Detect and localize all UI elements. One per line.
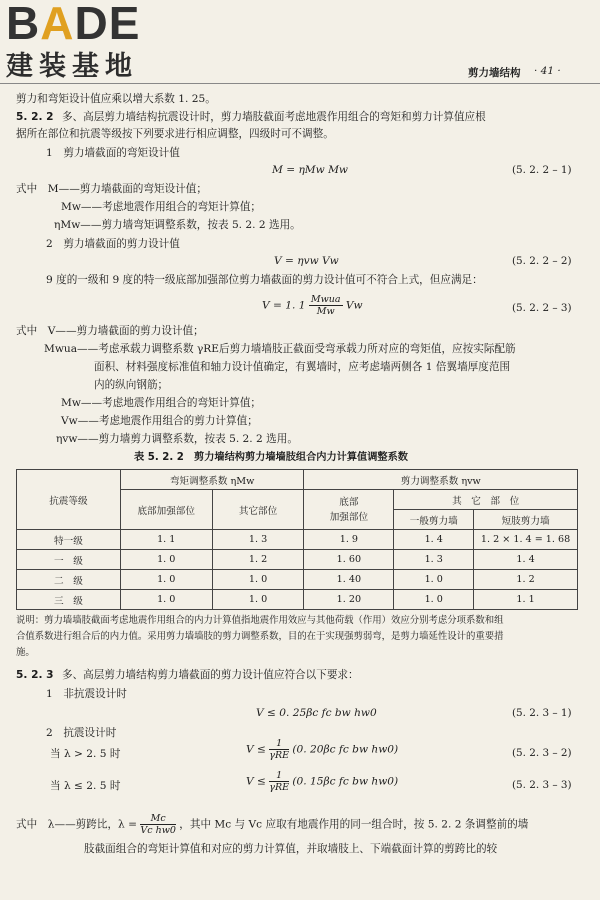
table-cell: 1. 2 × 1. 4 = 1. 68 xyxy=(474,530,578,550)
header-general-wall: 一般剪力墙 xyxy=(394,510,474,530)
table-cell: 1. 4 xyxy=(474,550,578,570)
item-2-heading: 2 剪力墙截面的剪力设计值 xyxy=(46,238,180,250)
table-cell: 二 级 xyxy=(17,570,121,590)
table-note-line2: 合值系数进行组合后的内力值。采用剪力墙墙肢的剪力调整系数，目的在于实现强剪弱弯，是剪力墙延性设计的重要措 xyxy=(16,631,504,642)
header-moment-coefficient: 弯矩调整系数 ηMw xyxy=(120,470,304,490)
definition-lambda-line2: 肢截面组合的弯矩计算值和对应的剪力计算值，并取墙肢上、下端截面计算的剪跨比的较 xyxy=(84,843,498,855)
table-note-line1: 说明：剪力墙墙肢截面考虑地震作用组合的内力计算值指地震作用效应与其他荷载（作用）效应分别考虑分项系数和组 xyxy=(16,615,504,626)
table-cell: 1. 0 xyxy=(212,590,304,610)
item-1-heading: 1 剪力墙截面的弯矩设计值 xyxy=(46,147,180,159)
fraction xyxy=(269,738,289,761)
brand-logo-wordmark xyxy=(6,0,141,49)
definition-lambda xyxy=(16,813,528,836)
table-row xyxy=(17,590,578,610)
equation-prefix: V = 1. 1 xyxy=(262,299,306,312)
fraction-numerator: 1 xyxy=(269,770,289,782)
equation-5-2-2-3 xyxy=(262,294,363,317)
table-cell: 1. 1 xyxy=(474,590,578,610)
brand-logo-text: BADE xyxy=(6,0,141,49)
table-cell: 1. 3 xyxy=(212,530,304,550)
equation-number: (5. 2. 2 – 1) xyxy=(512,164,572,176)
section-number-5-2-2: 5. 2. 2 xyxy=(16,111,54,123)
table-cell: 特一级 xyxy=(17,530,121,550)
fraction-denominator: γRE xyxy=(269,782,290,793)
section-number-5-2-3: 5. 2. 3 xyxy=(16,669,54,681)
table-cell: 1. 1 xyxy=(120,530,212,550)
table-cell: 1. 2 xyxy=(474,570,578,590)
equation-suffix: (0. 15βc fc bw hw0) xyxy=(292,775,399,788)
fraction-denominator: γRE xyxy=(269,750,290,761)
table-caption: 表 5. 2. 2 剪力墙结构剪力墙墙肢组合内力计算值调整系数 xyxy=(134,452,408,463)
equation-number: (5. 2. 2 – 2) xyxy=(512,255,572,267)
definition-M: 式中 M——剪力墙截面的弯矩设计值； xyxy=(16,183,207,195)
condition-lambda-gt: 当 λ > 2. 5 时 xyxy=(50,748,121,760)
definition-Mwua-line3: 内的纵向钢筋； xyxy=(94,379,169,391)
header-bottom-strengthened: 底部加强部位 xyxy=(120,490,212,530)
definition-etavw: ηvw——剪力墙剪力调整系数，按表 5. 2. 2 选用。 xyxy=(56,433,298,445)
table-row xyxy=(17,570,578,590)
equation-number: (5. 2. 3 – 3) xyxy=(512,779,572,791)
equation-prefix: V ≤ xyxy=(246,743,266,756)
table-cell: 三 级 xyxy=(17,590,121,610)
table-cell: 1. 0 xyxy=(120,570,212,590)
equation-number: (5. 2. 3 – 1) xyxy=(512,707,572,719)
table-cell: 1. 0 xyxy=(394,590,474,610)
table-cell: 1. 0 xyxy=(394,570,474,590)
header-short-leg-wall: 短肢剪力墙 xyxy=(474,510,578,530)
definition-Vw: Vw——考虑地震作用组合的剪力计算值； xyxy=(61,415,258,427)
table-note-line3: 施。 xyxy=(16,647,35,658)
table-cell: 1. 2 xyxy=(212,550,304,570)
item-1-non-seismic: 1 非抗震设计时 xyxy=(46,688,127,700)
table-cell: 一 级 xyxy=(17,550,121,570)
equation-5-2-3-1: V ≤ 0. 25βc fc bw hw0 xyxy=(256,707,377,719)
fraction-denominator: Mw xyxy=(316,306,335,317)
table-cell: 1. 4 xyxy=(394,530,474,550)
fraction-numerator: Mc xyxy=(140,813,176,825)
table-cell: 1. 20 xyxy=(304,590,394,610)
section-5-2-2-line2: 据所在部位和抗震等级按下列要求进行相应调整，四级时可不调整。 xyxy=(16,128,334,140)
definition-lambda-suffix: ，其中 Mc 与 Vc 应取有地震作用的同一组合时，按 5. 2. 2 条调整前的墙 xyxy=(179,818,529,831)
equation-5-2-2-1: M = ηMw Mw xyxy=(272,164,349,176)
definition-V: 式中 V——剪力墙截面的剪力设计值； xyxy=(16,325,204,337)
table-cell: 1. 0 xyxy=(120,550,212,570)
brand-logo-subtitle: 建装基地 xyxy=(6,51,138,82)
equation-5-2-2-2: V = ηvw Vw xyxy=(274,255,339,267)
running-header-title: 剪力墙结构 xyxy=(468,67,521,79)
fraction-numerator: Mwua xyxy=(310,294,341,305)
equation-number: (5. 2. 2 – 3) xyxy=(512,302,572,314)
definition-Mwua-line2: 面积、材料强度标准值和轴力设计值确定，有翼墙时，应考虑墙两侧各 1 倍翼墙厚度范围 xyxy=(94,361,511,373)
equation-suffix: (0. 20βc fc bw hw0) xyxy=(292,743,399,756)
header-other-parts-shear: 其 它 部 位 xyxy=(394,490,578,510)
definition-etaMw: ηMw——剪力墙弯矩调整系数，按表 5. 2. 2 选用。 xyxy=(54,219,301,231)
table-cell: 1. 9 xyxy=(304,530,394,550)
definition-Mwua-line1: Mwua——考虑承载力调整系数 γRE后剪力墙墙肢正截面受弯承载力所对应的弯矩值，应按实际配筋 xyxy=(44,343,516,355)
header-bottom-strengthened-shear: 底部 加强部位 xyxy=(304,490,394,530)
table-cell: 1. 0 xyxy=(120,590,212,610)
item-2-seismic: 2 抗震设计时 xyxy=(46,727,117,739)
fraction xyxy=(140,813,176,836)
equation-prefix: V ≤ xyxy=(246,775,266,788)
definition-Mw-2: Mw——考虑地震作用组合的弯矩计算值； xyxy=(61,397,262,409)
condition-lambda-le: 当 λ ≤ 2. 5 时 xyxy=(50,780,121,792)
header-rule xyxy=(0,83,600,84)
table-cell: 1. 60 xyxy=(304,550,394,570)
table-row xyxy=(17,530,578,550)
definition-lambda-prefix: 式中 λ——剪跨比，λ = xyxy=(16,818,138,831)
section-5-2-2-line1: 多、高层剪力墙结构抗震设计时，剪力墙肢截面考虑地震作用组合的弯矩和剪力计算值应根 xyxy=(62,111,486,123)
equation-suffix: Vw xyxy=(345,299,363,312)
table-row xyxy=(17,550,578,570)
page-number: · 41 · xyxy=(534,65,561,77)
equation-5-2-3-2 xyxy=(246,738,398,761)
fraction-denominator: Vc hw0 xyxy=(140,825,176,836)
section-5-2-3-line1: 多、高层剪力墙结构剪力墙截面的剪力设计值应符合以下要求： xyxy=(62,669,359,681)
header-other-parts: 其它部位 xyxy=(212,490,304,530)
equation-5-2-3-3 xyxy=(246,770,398,793)
fraction-numerator: 1 xyxy=(269,738,289,750)
table-cell: 1. 40 xyxy=(304,570,394,590)
fraction xyxy=(269,770,289,793)
equation-number: (5. 2. 3 – 2) xyxy=(512,747,572,759)
text-line: 剪力和弯矩设计值应乘以增大系数 1. 25。 xyxy=(16,93,216,105)
table-cell: 1. 3 xyxy=(394,550,474,570)
definition-Mw: Mw——考虑地震作用组合的弯矩计算值； xyxy=(61,201,262,213)
header-seismic-grade: 抗震等级 xyxy=(17,470,121,530)
paragraph-9-degree: 9 度的一级和 9 度的特一级底部加强部位剪力墙截面的剪力设计值可不符合上式，但应满足： xyxy=(46,274,483,286)
header-shear-coefficient: 剪力调整系数 ηvw xyxy=(304,470,578,490)
table-cell: 1. 0 xyxy=(212,570,304,590)
adjustment-coefficient-table xyxy=(16,469,578,610)
fraction xyxy=(309,294,343,317)
